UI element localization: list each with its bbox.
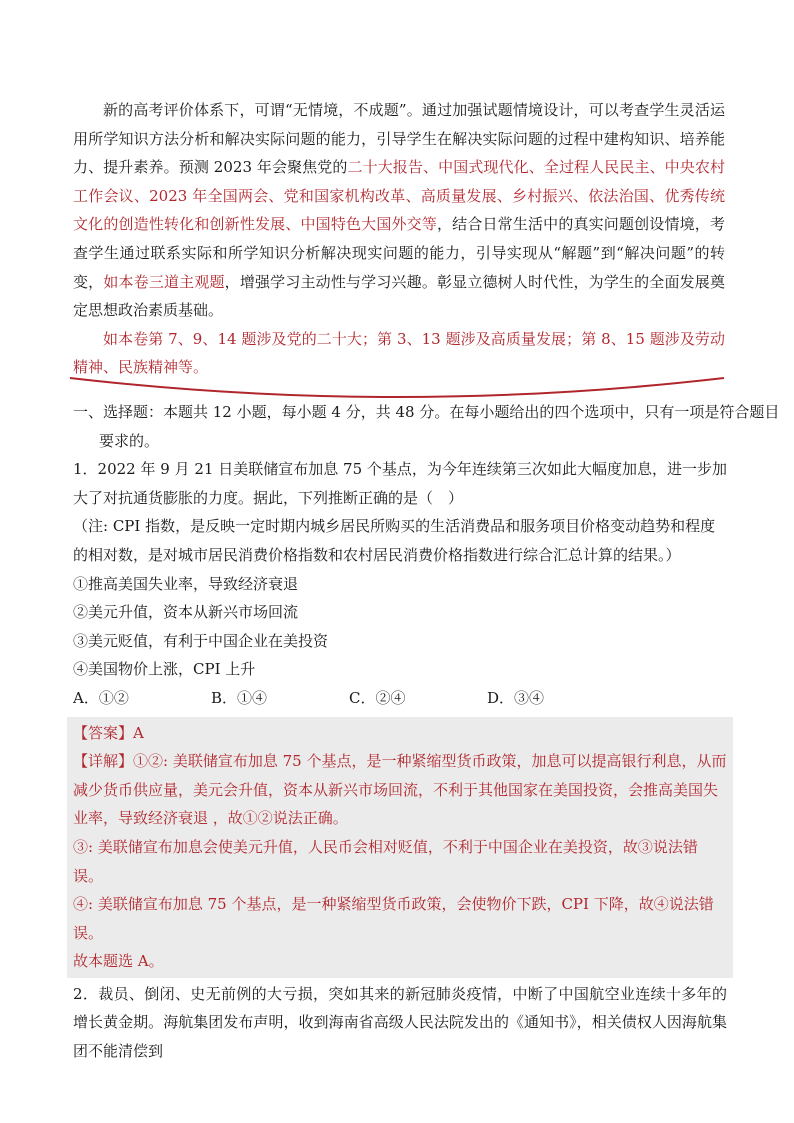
intro-text-3: ，增强学习主动性与学习兴趣。彰显立德树人时代性，为学生的全面发展奠定思想政治素质基础。: [73, 272, 725, 320]
choice-c: C．②④: [349, 688, 406, 707]
section-heading-line-1: 一、选择题：本题共 12 小题，每小题 4 分，共 48 分。在每小题给出的四个选项中，只有一项是符合题目: [73, 403, 780, 421]
detail-line-4: 故本题选 A。: [73, 952, 164, 971]
intro-highlight-topics: 二十大报告、中国式现代化、全过程人民民主、中央农村工作会议、2023 年全国两会、党和国家机构改革、高质量发展、乡村振兴、依法治国、优秀传统文化的创造性转化和创新性发展、中国特色大国外交等: [73, 158, 725, 234]
answer-value: A: [133, 723, 144, 742]
choice-a: A．①②: [73, 688, 129, 707]
detail-line-1: [73, 747, 727, 833]
intro-highlight-subjective: 如本卷三道主观题: [103, 272, 225, 291]
question-1-option-3: ③美元贬值，有利于中国企业在美投资: [73, 631, 329, 650]
question-1-choices: [73, 684, 727, 713]
intro-text: 新的高考评价体系下，可谓“无情境，不成题”。通过加强试题情境设计，可以考查学生灵活运用所学知识方法分析和解决实际问题的能力，引导学生在解决实际问题的过程中建构知识、培养能力、提升素养。预测 2023 年会聚焦党的: [73, 101, 725, 177]
question-1-note: （注: CPI 指数，是反映一定时期内城乡居民所购买的生活消费品和服务项目价格变动趋势和程度的相对数，是对城市居民消费价格指数和农村居民消费价格指数进行综合汇总计算的结果。）: [73, 517, 716, 564]
question-1-option-4: ④美国物价上涨，CPI 上升: [73, 660, 256, 679]
detail-text-1: ①②: 美联储宣布加息 75 个基点，是一种紧缩型货币政策，加息可以提高银行利息，从而减少货币供应量，美元会升值，资本从新兴市场回流，不利于其他国家在美国投资，会推高美国失业率，导致经济衰退 ，故①②说法正确。: [73, 752, 727, 828]
answer-line: [73, 719, 727, 748]
decorative-curve-divider: [66, 372, 728, 398]
question-2-stem: 2．裁员、倒闭、史无前例的大亏损，突如其来的新冠肺炎疫情，中断了中国航空业连续十多年的增长黄金期。海航集团发布声明，收到海南省高级人民法院发出的《通知书》，相关债权人因海航集团不能清偿到: [73, 984, 727, 1061]
question-1-stem: 1．2022 年 9 月 21 日美联储宣布加息 75 个基点，为今年连续第三次如此大幅度加息，进一步加大了对抗通货膨胀的力度。据此，下列推断正确的是（ ）: [73, 460, 727, 507]
question-body: [73, 398, 780, 1066]
section-heading: [73, 398, 780, 455]
detail-tag: 【详解】: [73, 752, 134, 771]
section-heading-line-2: 要求的。: [99, 431, 160, 450]
intro-text-2: ，结合日常生活中的真实问题创设情境，考查学生通过联系实际和所学知识分析解决现实问题的能力，引导实现从“解题”到“解决问题”的转变，: [73, 215, 725, 291]
choice-d: D．③④: [487, 688, 545, 707]
detail-line-2: ③: 美联储宣布加息会使美元升值，人民币会相对贬值，不利于中国企业在美投资，故③说法错误。: [73, 837, 698, 885]
answer-explanation-box: [67, 717, 733, 978]
choice-b: B．①④: [211, 688, 268, 707]
intro-paragraph-2: 如本卷第 7、9、14 题涉及党的二十大；第 3、13 题涉及高质量发展；第 8、15 题涉及劳动精神、民族精神等。: [73, 329, 725, 377]
question-1-option-2: ②美元升值，资本从新兴市场回流: [73, 603, 299, 622]
question-1-option-1: ①推高美国失业率，导致经济衰退: [73, 574, 299, 593]
answer-tag: 【答案】: [73, 723, 134, 742]
intro-block: [73, 96, 725, 382]
detail-line-3: ④: 美联储宣布加息 75 个基点，是一种紧缩型货币政策，会使物价下跌，CPI 下降，故④说法错误。: [73, 895, 714, 942]
intro-paragraph-1: [73, 96, 725, 325]
